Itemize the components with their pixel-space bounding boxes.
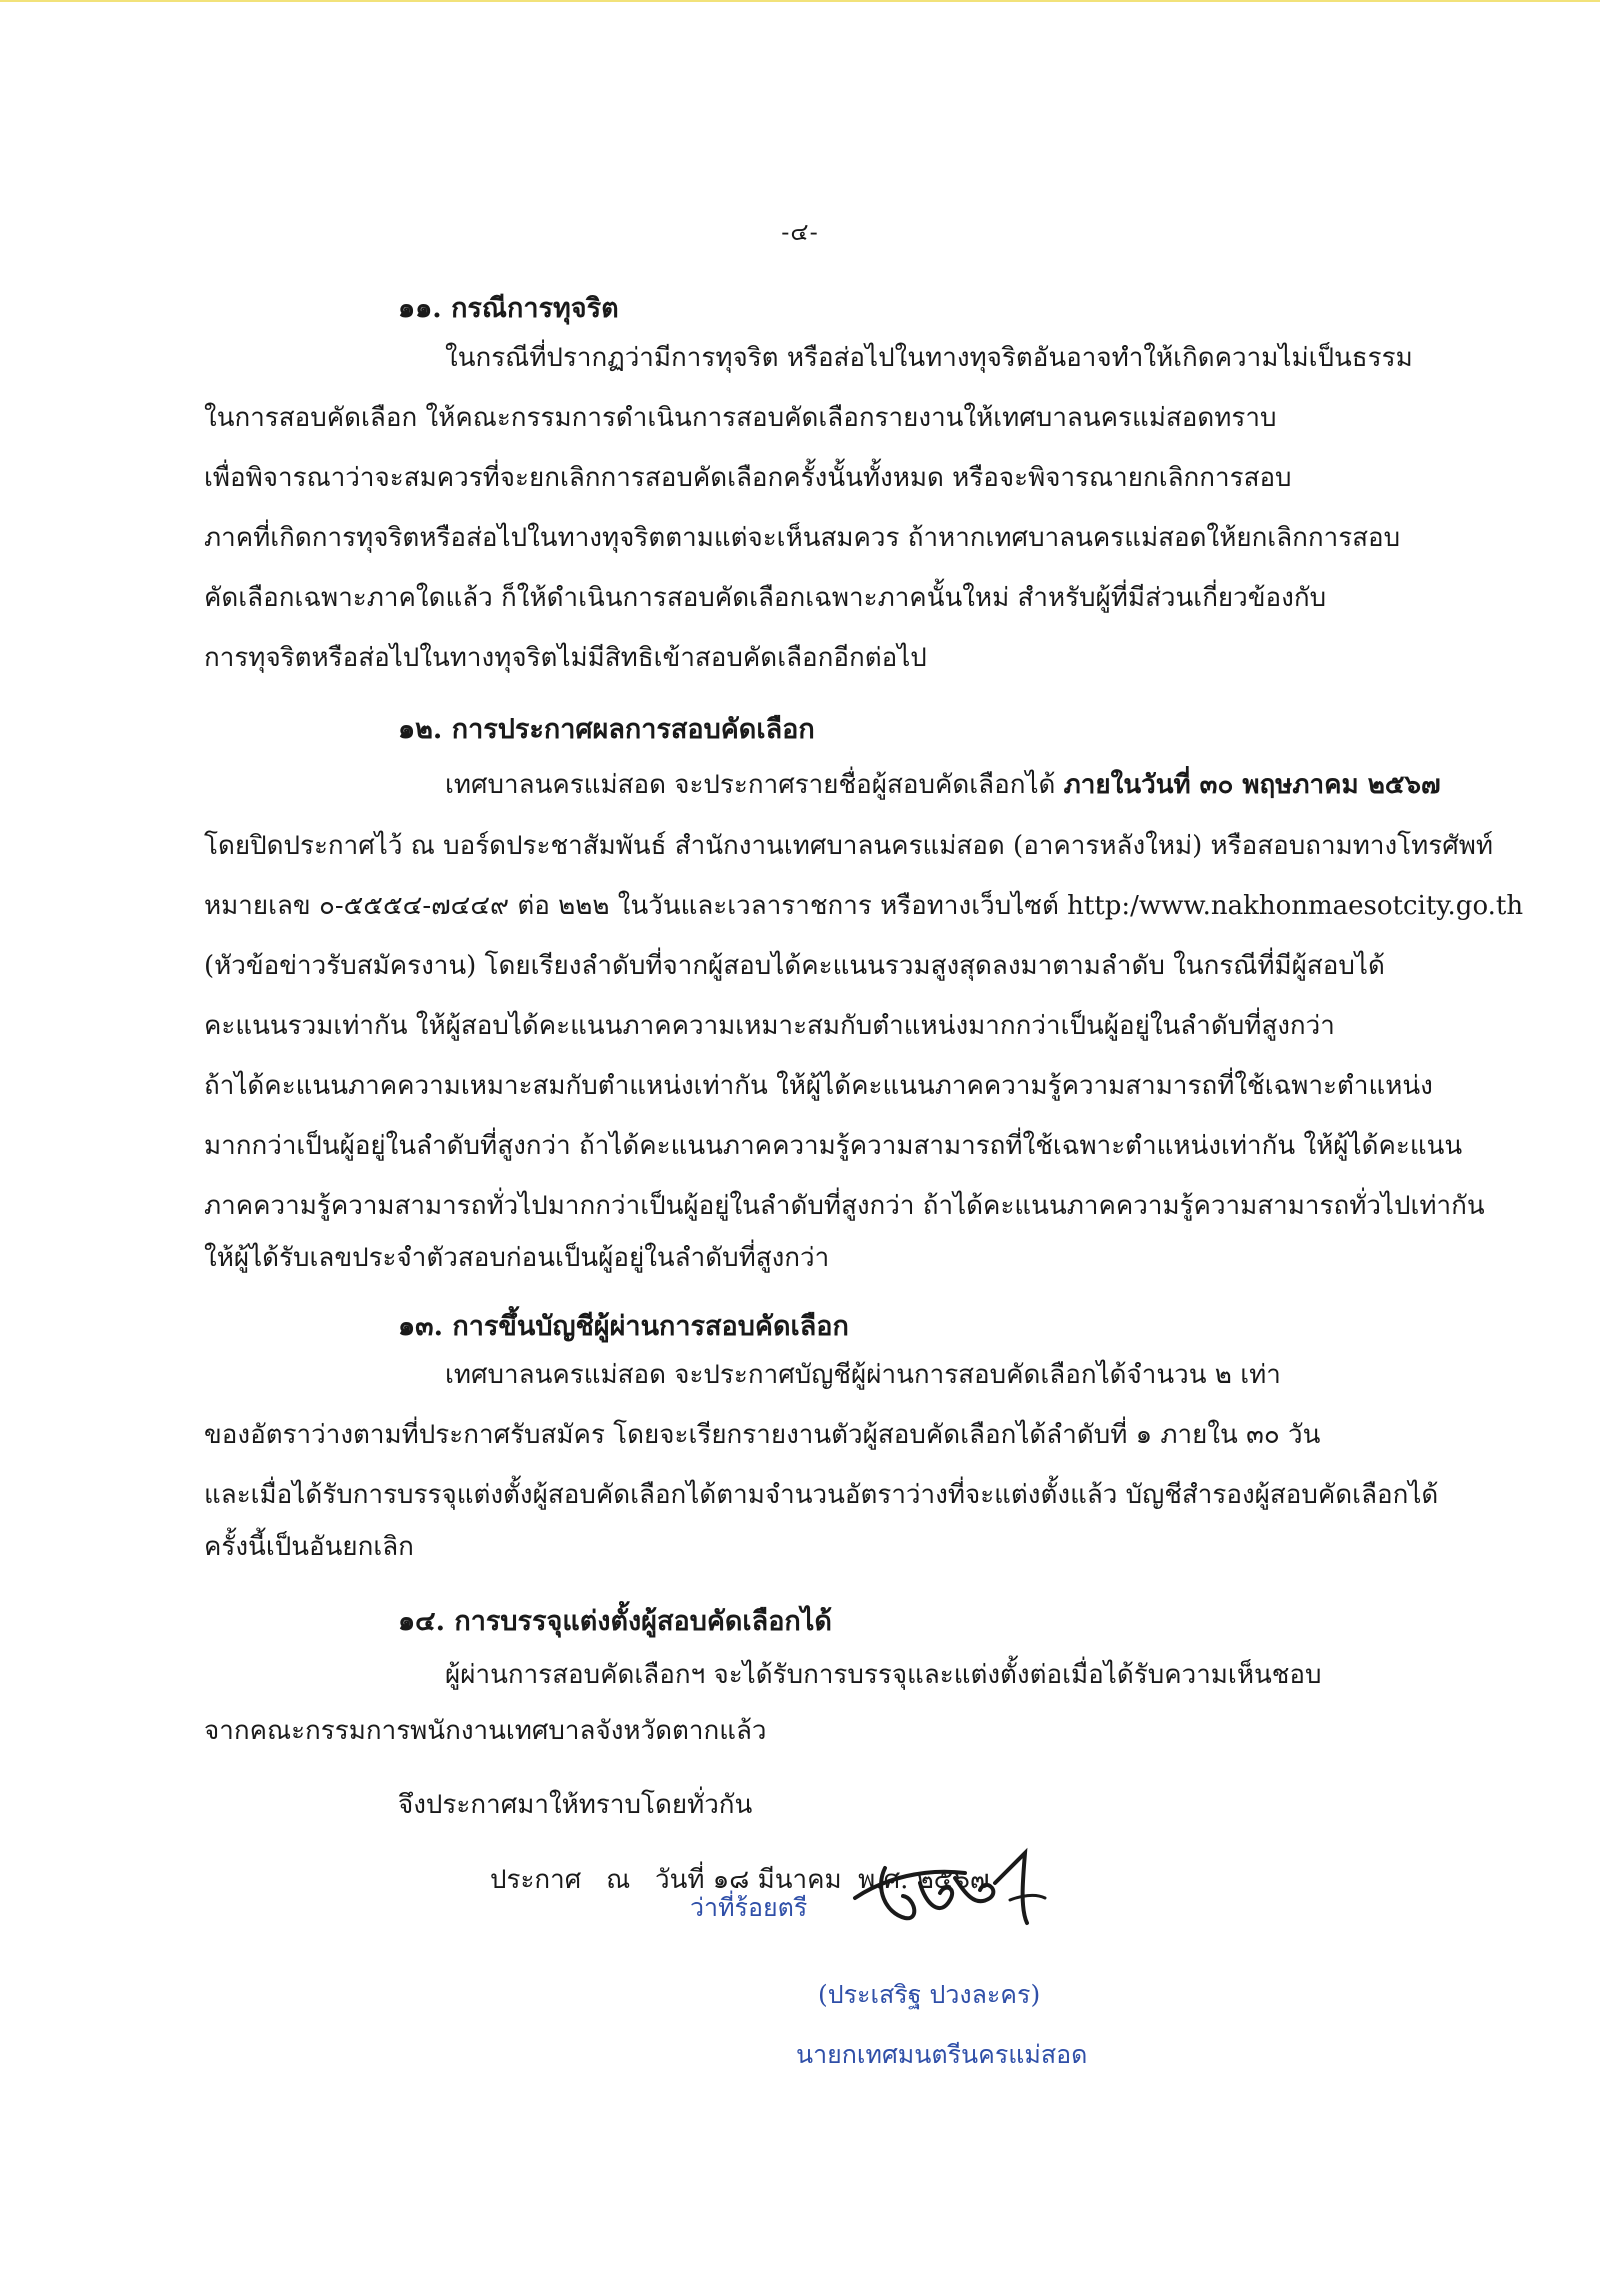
section-13-line-3: และเมื่อได้รับการบรรจุแต่งตั้งผู้สอบคัดเลือกได้ตามจำนวนอัตราว่างที่จะแต่งตั้งแล้ว บัญชีสำรองผู้สอบคัดเลือกได้ (204, 1480, 1439, 1510)
section-12-line-1-text: เทศบาลนครแม่สอด จะประกาศรายชื่อผู้สอบคัดเลือกได้ (445, 770, 1064, 800)
section-12-line-8: ภาคความรู้ความสามารถทั่วไปมากกว่าเป็นผู้อยู่ในลำดับที่สูงกว่า ถ้าได้คะแนนภาคความรู้ความสามารถทั่วไปเท่ากัน (204, 1191, 1485, 1221)
section-12-line-2: โดยปิดประกาศไว้ ณ บอร์ดประชาสัมพันธ์ สำนักงานเทศบาลนครแม่สอด (อาคารหลังใหม่) หรือสอบถามทางโทรศัพท์ (204, 831, 1493, 861)
signatory-rank: ว่าที่ร้อยตรี (690, 1893, 808, 1922)
section-14-heading: ๑๔. การบรรจุแต่งตั้งผู้สอบคัดเลือกได้ (398, 1606, 832, 1637)
signatory-name: (ประเสริฐ ปวงละคร) (818, 1980, 1041, 2009)
section-12-heading: ๑๒. การประกาศผลการสอบคัดเลือก (398, 714, 815, 745)
section-12-line-1 (445, 772, 1441, 798)
section-12-line-5: คะแนนรวมเท่ากัน ให้ผู้สอบได้คะแนนภาคความเหมาะสมกับตำแหน่งมากกว่าเป็นผู้อยู่ในลำดับที่สูงกว่า (204, 1011, 1335, 1041)
section-12-announce-deadline: ภายในวันที่ ๓๐ พฤษภาคม ๒๕๖๗ (1063, 770, 1441, 800)
section-12-line-3: หมายเลข ๐-๕๕๕๔-๗๔๔๙ ต่อ ๒๒๒ ในวันและเวลาราชการ หรือทางเว็บไซต์ http:/www.nakhonmaesotcity.go.th (204, 891, 1524, 921)
section-13-heading: ๑๓. การขึ้นบัญชีผู้ผ่านการสอบคัดเลือก (398, 1311, 849, 1342)
section-14-line-2: จากคณะกรรมการพนักงานเทศบาลจังหวัดตากแล้ว (204, 1716, 767, 1746)
signature-image (845, 1838, 1075, 1948)
section-12-line-6: ถ้าได้คะแนนภาคความเหมาะสมกับตำแหน่งเท่ากัน ให้ผู้ได้คะแนนภาคความรู้ความสามารถที่ใช้เฉพาะตำแหน่ง (204, 1071, 1433, 1101)
announcement-date: ประกาศ ณ วันที่ ๑๘ มีนาคม พ.ศ. ๒๕๖๗ (490, 1865, 990, 1895)
signatory-position: นายกเทศมนตรีนครแม่สอด (796, 2040, 1088, 2069)
section-11-line-3: เพื่อพิจารณาว่าจะสมควรที่จะยกเลิกการสอบคัดเลือกครั้งนั้นทั้งหมด หรือจะพิจารณายกเลิกการสอบ (204, 463, 1292, 493)
section-11-line-4: ภาคที่เกิดการทุจริตหรือส่อไปในทางทุจริตตามแต่จะเห็นสมควร ถ้าหากเทศบาลนครแม่สอดให้ยกเลิกการสอบ (204, 523, 1401, 553)
section-11-line-2: ในการสอบคัดเลือก ให้คณะกรรมการดำเนินการสอบคัดเลือกรายงานให้เทศบาลนครแม่สอดทราบ (204, 403, 1277, 433)
section-13-line-4: ครั้งนี้เป็นอันยกเลิก (204, 1532, 414, 1562)
section-12-line-4: (หัวข้อข่าวรับสมัครงาน) โดยเรียงลำดับที่จากผู้สอบได้คะแนนรวมสูงสุดลงมาตามลำดับ ในกรณีที่มีผู้สอบได้ (204, 951, 1385, 981)
section-11-line-6: การทุจริตหรือส่อไปในทางทุจริตไม่มีสิทธิเข้าสอบคัดเลือกอีกต่อไป (204, 643, 927, 673)
section-14-line-1: ผู้ผ่านการสอบคัดเลือกฯ จะได้รับการบรรจุและแต่งตั้งต่อเมื่อได้รับความเห็นชอบ (445, 1660, 1322, 1690)
section-11-heading: ๑๑. กรณีการทุจริต (398, 293, 619, 324)
section-12-line-9: ให้ผู้ได้รับเลขประจำตัวสอบก่อนเป็นผู้อยู่ในลำดับที่สูงกว่า (204, 1243, 830, 1273)
page-number: -๔- (781, 218, 819, 246)
section-11-line-5: คัดเลือกเฉพาะภาคใดแล้ว ก็ให้ดำเนินการสอบคัดเลือกเฉพาะภาคนั้นใหม่ สำหรับผู้ที่มีส่วนเกี่ยวข้องกับ (204, 583, 1327, 613)
section-12-line-7: มากกว่าเป็นผู้อยู่ในลำดับที่สูงกว่า ถ้าได้คะแนนภาคความรู้ความสามารถที่ใช้เฉพาะตำแหน่งเท่ากัน ให้ผู้ได้คะแนน (204, 1131, 1463, 1161)
closing-statement: จึงประกาศมาให้ทราบโดยทั่วกัน (398, 1790, 753, 1820)
section-13-line-1: เทศบาลนครแม่สอด จะประกาศบัญชีผู้ผ่านการสอบคัดเลือกได้จำนวน ๒ เท่า (445, 1360, 1281, 1390)
section-11-line-1: ในกรณีที่ปรากฏว่ามีการทุจริต หรือส่อไปในทางทุจริตอันอาจทำให้เกิดความไม่เป็นธรรม (445, 343, 1413, 373)
section-13-line-2: ของอัตราว่างตามที่ประกาศรับสมัคร โดยจะเรียกรายงานตัวผู้สอบคัดเลือกได้ลำดับที่ ๑ ภายใน ๓๐ วัน (204, 1420, 1321, 1450)
